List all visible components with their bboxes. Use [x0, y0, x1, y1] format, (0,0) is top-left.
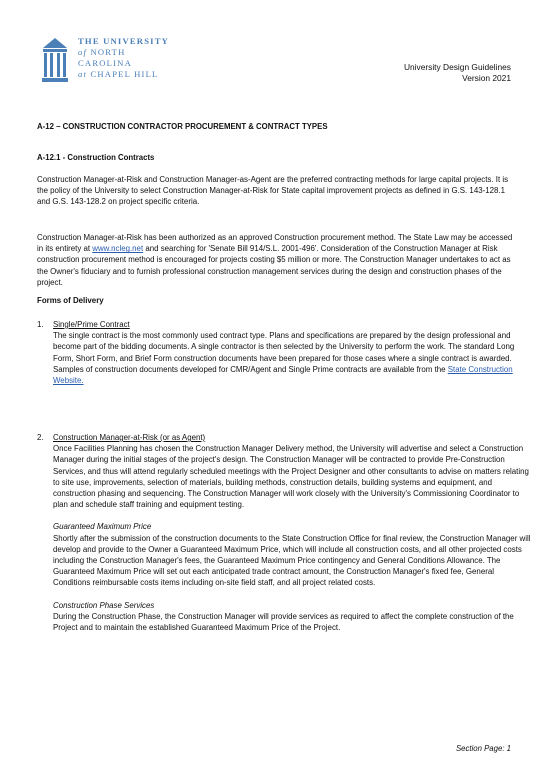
wordmark-line-1: THE UNIVERSITY — [78, 36, 170, 46]
wordmark-chapel-hill: CHAPEL HILL — [90, 69, 159, 79]
list-number: 2. — [37, 433, 44, 442]
paragraph-1: Construction Manager-at-Risk and Construction Manager-as-Agent are the preferred contracting methods for large capital projects. It is the policy of the University to select Construction Manager-at-Risk for State capital improvement projects as defined in G.S. 143-128.1 and G.S. 143-128.2 on project specific criteria. — [37, 175, 509, 207]
paragraph-2-text-a: Construction Manager-at-Risk has been authorized as an approved Construction procurement method. The State Law may be accessed in its entirety at — [37, 233, 513, 254]
forms-heading: Forms of Delivery — [37, 296, 104, 305]
item-body: The single contract is the most commonly used contract type. Plans and specifications are prepared by the design professional and become part of the bidding documents. A single contractor is then selected by the University to perform the work. The standard Long Form, Short Form, and Brief Form construction documents have been prepared for those cases where a single contract is awarded. — [53, 331, 515, 363]
ncleg-link[interactable]: www.ncleg.net — [92, 244, 144, 254]
wordmark-line-3 — [78, 69, 180, 80]
delivery-list — [37, 319, 531, 633]
university-wordmark — [78, 36, 180, 80]
page-number: Section Page: 1 — [455, 744, 511, 753]
item-title: Construction Manager-at-Risk (or as Agent) — [53, 433, 206, 442]
item-samples — [53, 364, 515, 386]
state-construction-link[interactable]: State Construction Website. — [53, 364, 513, 386]
gmp-body: Shortly after the submission of the construction documents to the State Construction Office for final review, the Construction Manager will develop and provide to the Owner a Guaranteed Maximum Price, which will include all construction costs, and all other projected costs including the Construction Manager's fees, the Guaranteed Maximum Price contingency and General Conditions Allowance. The Guaranteed Maximum Price will set out each anticipated trade contract amount, the Construction Manager's fixed fee, General Conditions reimbursable costs items including on-site field staff, and all project related costs. — [53, 533, 531, 588]
item-title: Single/Prime Contract — [53, 320, 130, 329]
cps-heading: Construction Phase Services — [53, 600, 155, 610]
wordmark-of: of — [78, 47, 88, 57]
wordmark-line-2 — [78, 47, 180, 69]
section-title: A-12 – CONSTRUCTION CONTRACTOR PROCUREMENT & CONTRACT TYPES — [37, 122, 328, 131]
header-guidelines: University Design Guidelines — [403, 62, 511, 72]
paragraph-2 — [37, 232, 515, 288]
wordmark-at: at — [78, 69, 88, 79]
university-logo — [40, 34, 180, 96]
wordmark-north-carolina: NORTH CAROLINA — [78, 47, 132, 68]
cps-body: During the Construction Phase, the Construction Manager will provide services as required to affect the complete construction of the Project and to maintain the established Guaranteed Maximum Price of the Project. — [53, 611, 514, 633]
subsection-title: A-12.1 - Construction Contracts — [37, 153, 155, 162]
list-item — [37, 432, 531, 633]
document-header — [404, 62, 511, 84]
old-well-logo-icon — [40, 36, 70, 84]
list-item — [37, 319, 515, 386]
paragraph-2-text-b: and searching for 'Senate Bill 914/S.L. 2001-496'. Consideration of the Construction Manager at Risk construction procurement method is encouraged for projects costing $5 million or more. The Construction Manager undertakes to act as the Owner's fiduciary and to furnish professional construction management services during the design and construction phases of the project. — [37, 244, 511, 287]
item-body: Once Facilities Planning has chosen the Construction Manager Delivery method, the University will advertise and select a Construction Manager during the initial stages of the project's design. The Construction Manager will be contracted to provide Pre-Construction Services, and thus will attend regularly scheduled meetings with the Project Designer and other consultants to advise on matters relating to site use, improvements, selection of materials, building methods, construction details, building systems and equipment, and construction phasing and sequencing. The Construction Manager will work closely with the University's Commissioning Coordinator to plan and schedule staff training and equipment testing. — [53, 444, 529, 510]
samples-text: Samples of construction documents developed for CMR/Agent and Single Prime contracts are available from the — [53, 364, 448, 374]
list-number: 1. — [37, 320, 44, 329]
gmp-heading: Guaranteed Maximum Price — [53, 522, 152, 532]
header-version: Version 2021 — [462, 73, 511, 83]
